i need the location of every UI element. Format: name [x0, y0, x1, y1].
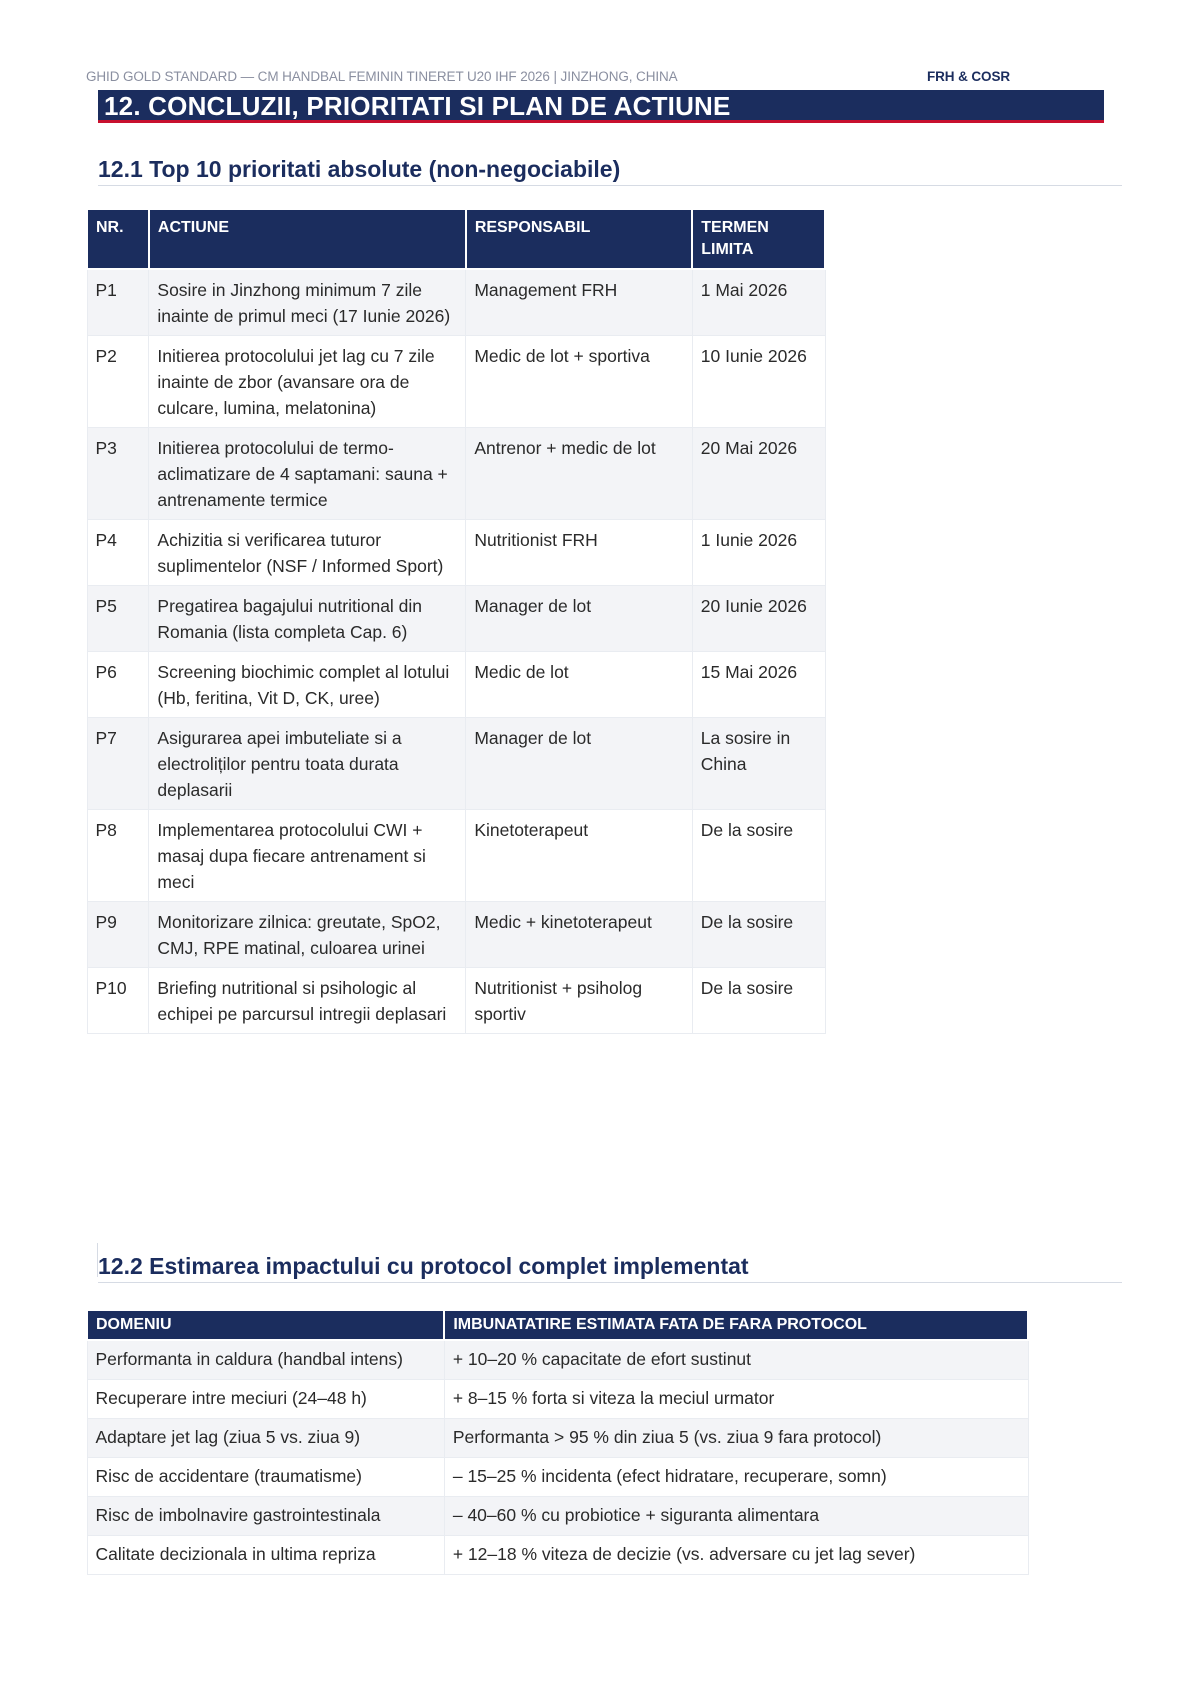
- column-header-termen: TERMEN LIMITA: [692, 209, 825, 269]
- cell-responsabil: Nutritionist + psiholog sportiv: [466, 968, 692, 1034]
- table-row: [87, 1419, 1028, 1458]
- cell-domeniu: Performanta in caldura (handbal intens): [87, 1340, 444, 1380]
- cell-actiune: Pregatirea bagajului nutritional din Romania (lista completa Cap. 6): [149, 586, 466, 652]
- section-title-impact: [98, 1253, 1122, 1283]
- table-header-row: [87, 209, 825, 269]
- cell-responsabil: Medic + kinetoterapeut: [466, 902, 692, 968]
- column-header-imbunatatire: IMBUNATATIRE ESTIMATA FATA DE FARA PROTOCOL: [444, 1310, 1028, 1340]
- cell-domeniu: Recuperare intre meciuri (24–48 h): [87, 1380, 444, 1419]
- cell-termen: La sosire in China: [692, 718, 825, 810]
- cell-imbunatatire: – 40–60 % cu probiotice + siguranta alimentara: [444, 1497, 1028, 1536]
- section-title-text: 12.1 Top 10 prioritati absolute (non-negociabile): [98, 156, 621, 182]
- cell-imbunatatire: + 12–18 % viteza de decizie (vs. adversare cu jet lag sever): [444, 1536, 1028, 1575]
- table-row: [87, 1458, 1028, 1497]
- cell-nr: P2: [87, 336, 149, 428]
- cell-actiune: Monitorizare zilnica: greutate, SpO2, CMJ, RPE matinal, culoarea urinei: [149, 902, 466, 968]
- table-row: [87, 586, 825, 652]
- cell-nr: P6: [87, 652, 149, 718]
- cell-imbunatatire: + 10–20 % capacitate de efort sustinut: [444, 1340, 1028, 1380]
- organization-label: FRH & COSR: [927, 69, 1010, 84]
- cell-termen: 20 Iunie 2026: [692, 586, 825, 652]
- section-title-text: 12.2 Estimarea impactului cu protocol complet implementat: [98, 1253, 749, 1279]
- cell-nr: P4: [87, 520, 149, 586]
- table-row: [87, 1340, 1028, 1380]
- cell-nr: P5: [87, 586, 149, 652]
- column-header-domeniu: DOMENIU: [87, 1310, 444, 1340]
- column-header-nr: NR.: [87, 209, 149, 269]
- table-row: [87, 269, 825, 336]
- cell-domeniu: Calitate decizionala in ultima repriza: [87, 1536, 444, 1575]
- cell-responsabil: Medic de lot: [466, 652, 692, 718]
- cell-domeniu: Risc de imbolnavire gastrointestinala: [87, 1497, 444, 1536]
- cell-actiune: Briefing nutritional si psihologic al echipei pe parcursul intregii deplasari: [149, 968, 466, 1034]
- cell-termen: De la sosire: [692, 902, 825, 968]
- cell-termen: De la sosire: [692, 810, 825, 902]
- section-marker: [97, 1243, 98, 1277]
- cell-termen: De la sosire: [692, 968, 825, 1034]
- cell-actiune: Sosire in Jinzhong minimum 7 zile inainte de primul meci (17 Iunie 2026): [149, 269, 466, 336]
- cell-imbunatatire: Performanta > 95 % din ziua 5 (vs. ziua 9 fara protocol): [444, 1419, 1028, 1458]
- cell-nr: P8: [87, 810, 149, 902]
- impact-table: [86, 1309, 1029, 1575]
- cell-domeniu: Adaptare jet lag (ziua 5 vs. ziua 9): [87, 1419, 444, 1458]
- cell-imbunatatire: – 15–25 % incidenta (efect hidratare, recuperare, somn): [444, 1458, 1028, 1497]
- column-header-actiune: ACTIUNE: [149, 209, 466, 269]
- cell-actiune: Initierea protocolului de termo-aclimatizare de 4 saptamani: sauna + antrenamente termice: [149, 428, 466, 520]
- running-header-title: GHID GOLD STANDARD — CM HANDBAL FEMININ TINERET U20 IHF 2026 | JINZHONG, CHINA: [86, 69, 678, 84]
- cell-actiune: Screening biochimic complet al lotului (Hb, feritina, Vit D, CK, uree): [149, 652, 466, 718]
- cell-termen: 10 Iunie 2026: [692, 336, 825, 428]
- cell-termen: 20 Mai 2026: [692, 428, 825, 520]
- cell-responsabil: Antrenor + medic de lot: [466, 428, 692, 520]
- cell-actiune: Initierea protocolului jet lag cu 7 zile inainte de zbor (avansare ora de culcare, lumina, melatonina): [149, 336, 466, 428]
- table-header-row: [87, 1310, 1028, 1340]
- cell-termen: 15 Mai 2026: [692, 652, 825, 718]
- cell-nr: P9: [87, 902, 149, 968]
- cell-nr: P1: [87, 269, 149, 336]
- table-row: [87, 336, 825, 428]
- cell-actiune: Asigurarea apei imbuteliate si a electroliților pentru toata durata deplasarii: [149, 718, 466, 810]
- cell-actiune: Achizitia si verificarea tuturor suplimentelor (NSF / Informed Sport): [149, 520, 466, 586]
- table-row: [87, 810, 825, 902]
- table-row: [87, 968, 825, 1034]
- chapter-banner: [98, 90, 1104, 123]
- cell-responsabil: Nutritionist FRH: [466, 520, 692, 586]
- table-row: [87, 718, 825, 810]
- table-row: [87, 652, 825, 718]
- table-row: [87, 428, 825, 520]
- table-row: [87, 1536, 1028, 1575]
- cell-actiune: Implementarea protocolului CWI + masaj dupa fiecare antrenament si meci: [149, 810, 466, 902]
- cell-responsabil: Medic de lot + sportiva: [466, 336, 692, 428]
- cell-responsabil: Manager de lot: [466, 718, 692, 810]
- chapter-title: 12. CONCLUZII, PRIORITATI SI PLAN DE ACTIUNE: [104, 91, 731, 121]
- cell-nr: P10: [87, 968, 149, 1034]
- cell-responsabil: Manager de lot: [466, 586, 692, 652]
- cell-responsabil: Management FRH: [466, 269, 692, 336]
- running-header: [86, 69, 1010, 84]
- cell-domeniu: Risc de accidentare (traumatisme): [87, 1458, 444, 1497]
- priorities-table: [86, 208, 826, 1034]
- table-row: [87, 1380, 1028, 1419]
- column-header-responsabil: RESPONSABIL: [466, 209, 692, 269]
- cell-termen: 1 Mai 2026: [692, 269, 825, 336]
- table-row: [87, 1497, 1028, 1536]
- cell-nr: P3: [87, 428, 149, 520]
- table-row: [87, 520, 825, 586]
- section-title-priorities: [98, 156, 1122, 186]
- cell-termen: 1 Iunie 2026: [692, 520, 825, 586]
- table-row: [87, 902, 825, 968]
- cell-responsabil: Kinetoterapeut: [466, 810, 692, 902]
- cell-imbunatatire: + 8–15 % forta si viteza la meciul urmator: [444, 1380, 1028, 1419]
- cell-nr: P7: [87, 718, 149, 810]
